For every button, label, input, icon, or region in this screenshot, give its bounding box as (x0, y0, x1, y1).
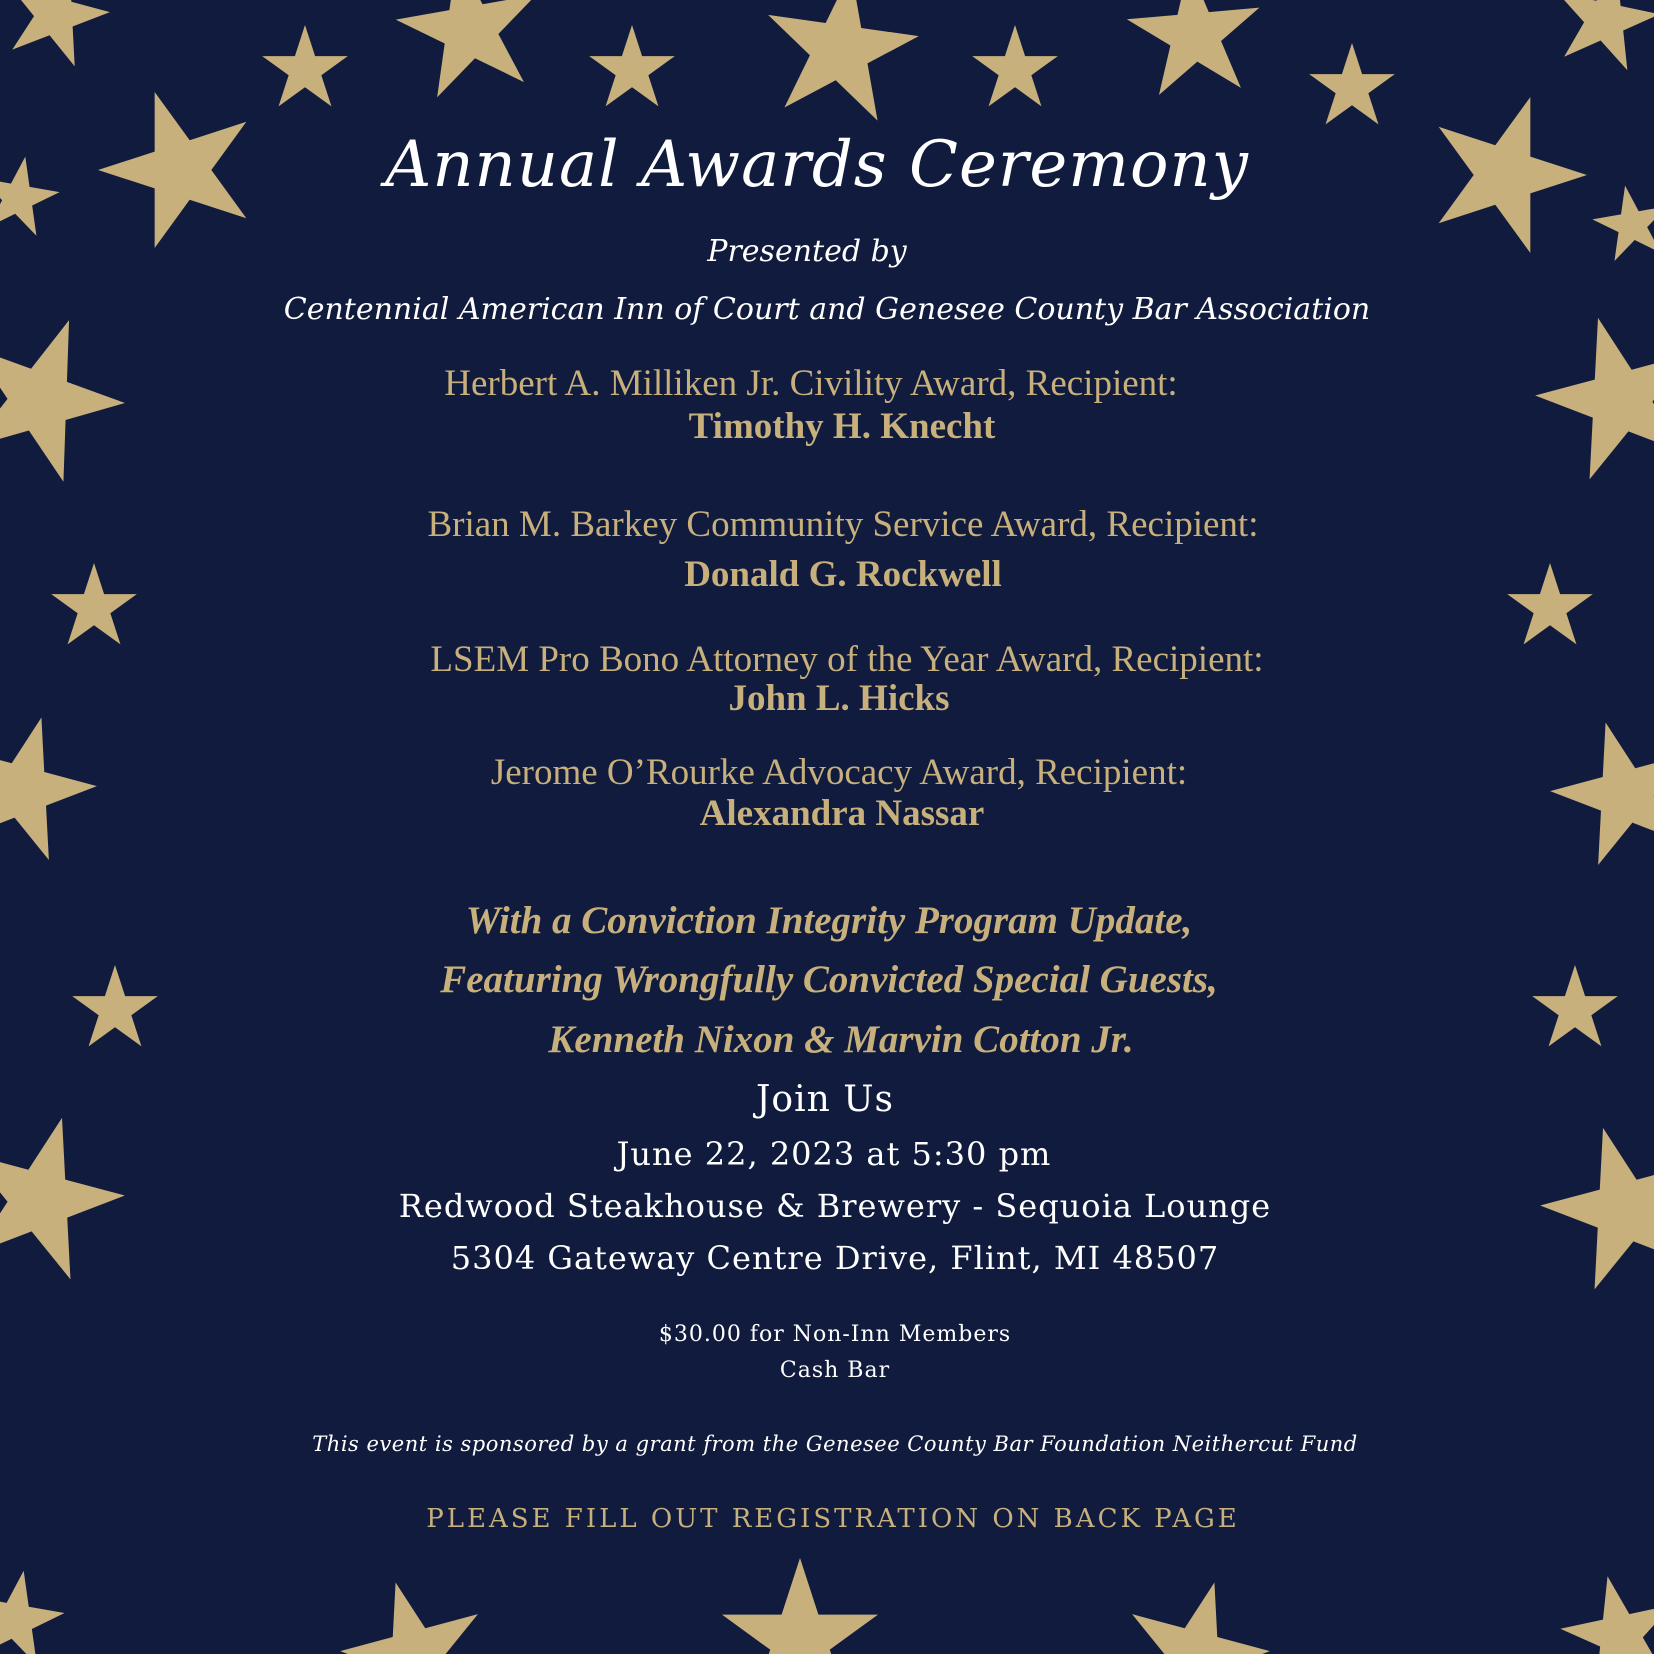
feature-line: With a Conviction Integrity Program Update, (465, 899, 1193, 942)
feature-line: Featuring Wrongfully Convicted Special Guests, (440, 958, 1218, 1001)
event-address: 5304 Gateway Centre Drive, Flint, MI 48507 (450, 1239, 1220, 1277)
organizers: Centennial American Inn of Court and Genesee County Bar Association (283, 292, 1371, 327)
award-title: Brian M. Barkey Community Service Award, Recipient: (427, 504, 1259, 545)
award-title: Herbert A. Milliken Jr. Civility Award, Recipient: (444, 363, 1178, 404)
award-recipient: Donald G. Rockwell (684, 554, 1002, 595)
cash-bar: Cash Bar (779, 1358, 891, 1383)
presented-by: Presented by (707, 234, 907, 269)
page-title: Annual Awards Ceremony (385, 128, 1249, 202)
award-recipient: Timothy H. Knecht (688, 406, 996, 447)
join-us: Join Us (755, 1079, 895, 1120)
event-datetime: June 22, 2023 at 5:30 pm (616, 1135, 1052, 1173)
award-title: Jerome O’Rourke Advocacy Award, Recipient: (490, 752, 1188, 793)
sponsor-note: This event is sponsored by a grant from the Genesee County Bar Foundation Neithercut Fund (312, 1432, 1358, 1456)
registration-note: PLEASE FILL OUT REGISTRATION ON BACK PAGE (426, 1504, 1240, 1534)
award-recipient: Alexandra Nassar (699, 793, 985, 834)
ticket-price: $30.00 for Non-Inn Members (658, 1322, 1012, 1347)
feature-line: Kenneth Nixon & Marvin Cotton Jr. (548, 1018, 1134, 1061)
event-venue: Redwood Steakhouse & Brewery - Sequoia Lounge (398, 1187, 1272, 1225)
award-title: LSEM Pro Bono Attorney of the Year Award, Recipient: (430, 639, 1264, 680)
award-recipient: John L. Hicks (728, 678, 950, 719)
